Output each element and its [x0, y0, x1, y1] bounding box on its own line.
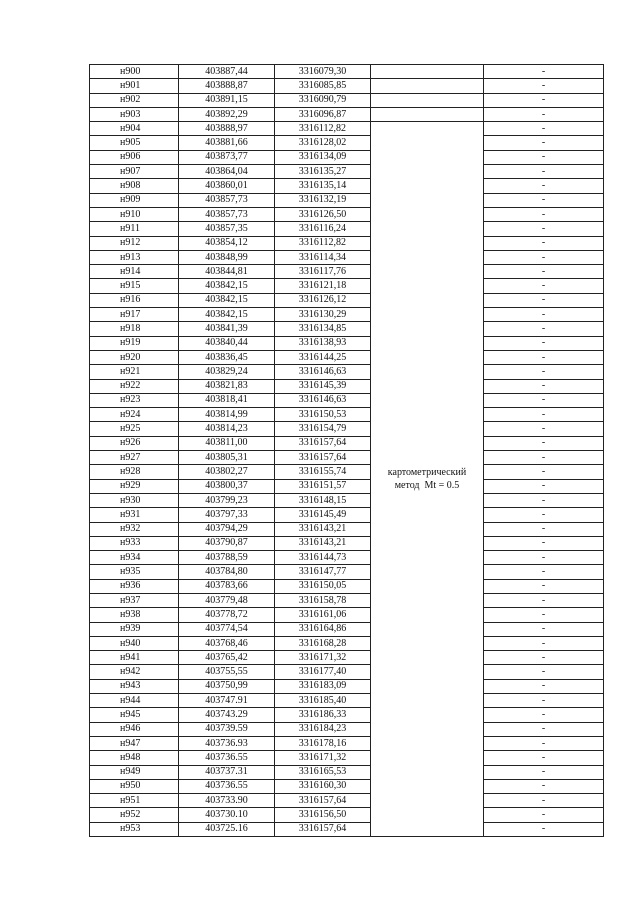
x-coordinate-cell: 403891,15: [179, 93, 275, 107]
y-coordinate-cell: 3316145,39: [275, 379, 371, 393]
y-coordinate-cell: 3316145,49: [275, 508, 371, 522]
table-row: [90, 308, 604, 322]
x-coordinate-cell: 403857,35: [179, 222, 275, 236]
x-coordinate-cell: 403779,48: [179, 593, 275, 607]
table-row: [90, 165, 604, 179]
x-coordinate-cell: 403737.31: [179, 765, 275, 779]
description-cell: -: [484, 679, 604, 693]
description-cell: -: [484, 508, 604, 522]
table-row: [90, 708, 604, 722]
x-coordinate-cell: 403794,29: [179, 522, 275, 536]
point-name-cell: н907: [90, 165, 179, 179]
description-cell: -: [484, 165, 604, 179]
description-cell: -: [484, 308, 604, 322]
point-name-cell: н928: [90, 465, 179, 479]
x-coordinate-cell: 403805,31: [179, 451, 275, 465]
y-coordinate-cell: 3316150,53: [275, 408, 371, 422]
x-coordinate-cell: 403873,77: [179, 150, 275, 164]
y-coordinate-cell: 3316157,64: [275, 451, 371, 465]
method-cell-empty: [371, 107, 484, 121]
y-coordinate-cell: 3316164,86: [275, 622, 371, 636]
point-name-cell: н944: [90, 694, 179, 708]
table-row: [90, 408, 604, 422]
method-note-cell: [371, 122, 484, 837]
x-coordinate-cell: 403736.55: [179, 779, 275, 793]
y-coordinate-cell: 3316150,05: [275, 579, 371, 593]
point-name-cell: н908: [90, 179, 179, 193]
x-coordinate-cell: 403811,00: [179, 436, 275, 450]
y-coordinate-cell: 3316126,50: [275, 207, 371, 221]
point-name-cell: н911: [90, 222, 179, 236]
coordinates-table-body: [90, 65, 604, 837]
x-coordinate-cell: 403844,81: [179, 265, 275, 279]
table-row: [90, 822, 604, 836]
x-coordinate-cell: 403725.16: [179, 822, 275, 836]
x-coordinate-cell: 403888,87: [179, 79, 275, 93]
y-coordinate-cell: 3316143,21: [275, 522, 371, 536]
y-coordinate-cell: 3316160,30: [275, 779, 371, 793]
y-coordinate-cell: 3316157,64: [275, 436, 371, 450]
x-coordinate-cell: 403829,24: [179, 365, 275, 379]
y-coordinate-cell: 3316143,21: [275, 536, 371, 550]
table-row: [90, 794, 604, 808]
y-coordinate-cell: 3316155,74: [275, 465, 371, 479]
y-coordinate-cell: 3316096,87: [275, 107, 371, 121]
description-cell: -: [484, 350, 604, 364]
table-row: [90, 751, 604, 765]
point-name-cell: н903: [90, 107, 179, 121]
table-row: [90, 765, 604, 779]
point-name-cell: н924: [90, 408, 179, 422]
table-row: [90, 493, 604, 507]
table-row: [90, 636, 604, 650]
point-name-cell: н921: [90, 365, 179, 379]
x-coordinate-cell: 403860,01: [179, 179, 275, 193]
y-coordinate-cell: 3316165,53: [275, 765, 371, 779]
x-coordinate-cell: 403818,41: [179, 393, 275, 407]
table-row: [90, 808, 604, 822]
description-cell: -: [484, 293, 604, 307]
x-coordinate-cell: 403778,72: [179, 608, 275, 622]
y-coordinate-cell: 3316138,93: [275, 336, 371, 350]
table-row: [90, 593, 604, 607]
description-cell: -: [484, 651, 604, 665]
y-coordinate-cell: 3316171,32: [275, 651, 371, 665]
y-coordinate-cell: 3316156,50: [275, 808, 371, 822]
x-coordinate-cell: 403747.91: [179, 694, 275, 708]
point-name-cell: н942: [90, 665, 179, 679]
x-coordinate-cell: 403888,97: [179, 122, 275, 136]
table-row: [90, 293, 604, 307]
point-name-cell: н937: [90, 593, 179, 607]
x-coordinate-cell: 403743.29: [179, 708, 275, 722]
point-name-cell: н920: [90, 350, 179, 364]
point-name-cell: н946: [90, 722, 179, 736]
x-coordinate-cell: 403864,04: [179, 165, 275, 179]
table-row: [90, 736, 604, 750]
description-cell: -: [484, 179, 604, 193]
x-coordinate-cell: 403733.90: [179, 794, 275, 808]
point-name-cell: н953: [90, 822, 179, 836]
y-coordinate-cell: 3316146,63: [275, 393, 371, 407]
x-coordinate-cell: 403881,66: [179, 136, 275, 150]
y-coordinate-cell: 3316134,85: [275, 322, 371, 336]
table-row: [90, 107, 604, 121]
point-name-cell: н910: [90, 207, 179, 221]
y-coordinate-cell: 3316148,15: [275, 493, 371, 507]
description-cell: -: [484, 493, 604, 507]
table-row: [90, 393, 604, 407]
x-coordinate-cell: 403836,45: [179, 350, 275, 364]
point-name-cell: н945: [90, 708, 179, 722]
y-coordinate-cell: 3316079,30: [275, 65, 371, 79]
point-name-cell: н938: [90, 608, 179, 622]
description-cell: -: [484, 722, 604, 736]
method-cell-empty: [371, 79, 484, 93]
y-coordinate-cell: 3316185,40: [275, 694, 371, 708]
y-coordinate-cell: 3316186,33: [275, 708, 371, 722]
x-coordinate-cell: 403892,29: [179, 107, 275, 121]
y-coordinate-cell: 3316116,24: [275, 222, 371, 236]
y-coordinate-cell: 3316135,14: [275, 179, 371, 193]
description-cell: -: [484, 122, 604, 136]
table-row: [90, 365, 604, 379]
x-coordinate-cell: 403842,15: [179, 279, 275, 293]
x-coordinate-cell: 403854,12: [179, 236, 275, 250]
y-coordinate-cell: 3316112,82: [275, 122, 371, 136]
point-name-cell: н941: [90, 651, 179, 665]
description-cell: -: [484, 765, 604, 779]
description-cell: -: [484, 608, 604, 622]
table-row: [90, 522, 604, 536]
description-cell: -: [484, 393, 604, 407]
point-name-cell: н901: [90, 79, 179, 93]
description-cell: -: [484, 222, 604, 236]
coordinates-table: [89, 64, 604, 837]
x-coordinate-cell: 403802,27: [179, 465, 275, 479]
point-name-cell: н926: [90, 436, 179, 450]
table-row: [90, 336, 604, 350]
table-row: [90, 93, 604, 107]
x-coordinate-cell: 403857,73: [179, 193, 275, 207]
x-coordinate-cell: 403768,46: [179, 636, 275, 650]
x-coordinate-cell: 403887,44: [179, 65, 275, 79]
table-row: [90, 322, 604, 336]
y-coordinate-cell: 3316146,63: [275, 365, 371, 379]
point-name-cell: н931: [90, 508, 179, 522]
x-coordinate-cell: 403790,87: [179, 536, 275, 550]
point-name-cell: н912: [90, 236, 179, 250]
point-name-cell: н951: [90, 794, 179, 808]
description-cell: -: [484, 479, 604, 493]
x-coordinate-cell: 403797,33: [179, 508, 275, 522]
table-row: [90, 150, 604, 164]
x-coordinate-cell: 403799,23: [179, 493, 275, 507]
y-coordinate-cell: 3316158,78: [275, 593, 371, 607]
point-name-cell: н918: [90, 322, 179, 336]
table-row: [90, 651, 604, 665]
x-coordinate-cell: 403784,80: [179, 565, 275, 579]
x-coordinate-cell: 403800,37: [179, 479, 275, 493]
y-coordinate-cell: 3316168,28: [275, 636, 371, 650]
x-coordinate-cell: 403774,54: [179, 622, 275, 636]
description-cell: -: [484, 207, 604, 221]
description-cell: -: [484, 465, 604, 479]
description-cell: -: [484, 622, 604, 636]
point-name-cell: н900: [90, 65, 179, 79]
table-row: [90, 250, 604, 264]
table-row: [90, 265, 604, 279]
description-cell: -: [484, 279, 604, 293]
description-cell: -: [484, 236, 604, 250]
table-row: [90, 222, 604, 236]
x-coordinate-cell: 403840,44: [179, 336, 275, 350]
description-cell: -: [484, 408, 604, 422]
description-cell: -: [484, 593, 604, 607]
table-row: [90, 508, 604, 522]
point-name-cell: н952: [90, 808, 179, 822]
point-name-cell: н915: [90, 279, 179, 293]
point-name-cell: н913: [90, 250, 179, 264]
description-cell: -: [484, 736, 604, 750]
description-cell: -: [484, 193, 604, 207]
y-coordinate-cell: 3316177,40: [275, 665, 371, 679]
point-name-cell: н905: [90, 136, 179, 150]
table-row: [90, 608, 604, 622]
table-row: [90, 279, 604, 293]
y-coordinate-cell: 3316135,27: [275, 165, 371, 179]
point-name-cell: н948: [90, 751, 179, 765]
x-coordinate-cell: 403736.93: [179, 736, 275, 750]
table-row: [90, 422, 604, 436]
y-coordinate-cell: 3316178,16: [275, 736, 371, 750]
x-coordinate-cell: 403783,66: [179, 579, 275, 593]
x-coordinate-cell: 403821,83: [179, 379, 275, 393]
method-note-line2: метод Mt = 0.5: [394, 480, 460, 492]
y-coordinate-cell: 3316147,77: [275, 565, 371, 579]
x-coordinate-cell: 403736.55: [179, 751, 275, 765]
point-name-cell: н923: [90, 393, 179, 407]
description-cell: -: [484, 708, 604, 722]
x-coordinate-cell: 403765,42: [179, 651, 275, 665]
table-row: [90, 236, 604, 250]
description-cell: -: [484, 79, 604, 93]
table-row: [90, 679, 604, 693]
table-row: [90, 122, 604, 136]
description-cell: -: [484, 808, 604, 822]
description-cell: -: [484, 822, 604, 836]
point-name-cell: н943: [90, 679, 179, 693]
y-coordinate-cell: 3316161,06: [275, 608, 371, 622]
point-name-cell: н933: [90, 536, 179, 550]
x-coordinate-cell: 403842,15: [179, 308, 275, 322]
point-name-cell: н949: [90, 765, 179, 779]
description-cell: -: [484, 322, 604, 336]
description-cell: -: [484, 65, 604, 79]
description-cell: -: [484, 451, 604, 465]
y-coordinate-cell: 3316085,85: [275, 79, 371, 93]
description-cell: -: [484, 551, 604, 565]
table-row: [90, 479, 604, 493]
point-name-cell: н930: [90, 493, 179, 507]
y-coordinate-cell: 3316157,64: [275, 794, 371, 808]
description-cell: -: [484, 665, 604, 679]
point-name-cell: н927: [90, 451, 179, 465]
point-name-cell: н904: [90, 122, 179, 136]
y-coordinate-cell: 3316126,12: [275, 293, 371, 307]
x-coordinate-cell: 403739.59: [179, 722, 275, 736]
table-row: [90, 722, 604, 736]
description-cell: -: [484, 136, 604, 150]
x-coordinate-cell: 403755,55: [179, 665, 275, 679]
y-coordinate-cell: 3316157,64: [275, 822, 371, 836]
point-name-cell: н902: [90, 93, 179, 107]
x-coordinate-cell: 403814,99: [179, 408, 275, 422]
table-row: [90, 79, 604, 93]
description-cell: -: [484, 536, 604, 550]
point-name-cell: н947: [90, 736, 179, 750]
description-cell: -: [484, 636, 604, 650]
y-coordinate-cell: 3316151,57: [275, 479, 371, 493]
table-row: [90, 536, 604, 550]
description-cell: -: [484, 93, 604, 107]
description-cell: -: [484, 779, 604, 793]
description-cell: -: [484, 250, 604, 264]
table-row: [90, 207, 604, 221]
y-coordinate-cell: 3316117,76: [275, 265, 371, 279]
description-cell: -: [484, 436, 604, 450]
x-coordinate-cell: 403750,99: [179, 679, 275, 693]
point-name-cell: н906: [90, 150, 179, 164]
description-cell: -: [484, 265, 604, 279]
description-cell: -: [484, 336, 604, 350]
point-name-cell: н914: [90, 265, 179, 279]
table-row: [90, 136, 604, 150]
x-coordinate-cell: 403814,23: [179, 422, 275, 436]
table-row: [90, 65, 604, 79]
y-coordinate-cell: 3316112,82: [275, 236, 371, 250]
table-row: [90, 779, 604, 793]
point-name-cell: н919: [90, 336, 179, 350]
table-row: [90, 379, 604, 393]
y-coordinate-cell: 3316171,32: [275, 751, 371, 765]
point-name-cell: н916: [90, 293, 179, 307]
point-name-cell: н939: [90, 622, 179, 636]
y-coordinate-cell: 3316130,29: [275, 308, 371, 322]
y-coordinate-cell: 3316154,79: [275, 422, 371, 436]
x-coordinate-cell: 403841,39: [179, 322, 275, 336]
point-name-cell: н929: [90, 479, 179, 493]
table-row: [90, 451, 604, 465]
table-row: [90, 622, 604, 636]
method-cell-empty: [371, 93, 484, 107]
description-cell: -: [484, 150, 604, 164]
point-name-cell: н932: [90, 522, 179, 536]
table-row: [90, 436, 604, 450]
description-cell: -: [484, 751, 604, 765]
table-row: [90, 551, 604, 565]
y-coordinate-cell: 3316134,09: [275, 150, 371, 164]
point-name-cell: н936: [90, 579, 179, 593]
description-cell: -: [484, 107, 604, 121]
x-coordinate-cell: 403730.10: [179, 808, 275, 822]
description-cell: -: [484, 379, 604, 393]
point-name-cell: н922: [90, 379, 179, 393]
method-cell-empty: [371, 65, 484, 79]
x-coordinate-cell: 403842,15: [179, 293, 275, 307]
y-coordinate-cell: 3316128,02: [275, 136, 371, 150]
description-cell: -: [484, 794, 604, 808]
description-cell: -: [484, 522, 604, 536]
y-coordinate-cell: 3316121,18: [275, 279, 371, 293]
point-name-cell: н909: [90, 193, 179, 207]
description-cell: -: [484, 422, 604, 436]
method-note-line1: картометрический: [387, 467, 467, 479]
table-row: [90, 579, 604, 593]
table-row: [90, 565, 604, 579]
table-row: [90, 179, 604, 193]
description-cell: -: [484, 365, 604, 379]
table-row: [90, 350, 604, 364]
point-name-cell: н950: [90, 779, 179, 793]
point-name-cell: н940: [90, 636, 179, 650]
y-coordinate-cell: 3316183,09: [275, 679, 371, 693]
y-coordinate-cell: 3316144,25: [275, 350, 371, 364]
table-row: [90, 465, 604, 479]
y-coordinate-cell: 3316090,79: [275, 93, 371, 107]
y-coordinate-cell: 3316144,73: [275, 551, 371, 565]
x-coordinate-cell: 403848,99: [179, 250, 275, 264]
y-coordinate-cell: 3316132,19: [275, 193, 371, 207]
table-row: [90, 694, 604, 708]
point-name-cell: н935: [90, 565, 179, 579]
description-cell: -: [484, 565, 604, 579]
x-coordinate-cell: 403788,59: [179, 551, 275, 565]
point-name-cell: н925: [90, 422, 179, 436]
table-row: [90, 193, 604, 207]
description-cell: -: [484, 694, 604, 708]
y-coordinate-cell: 3316184,23: [275, 722, 371, 736]
point-name-cell: н917: [90, 308, 179, 322]
y-coordinate-cell: 3316114,34: [275, 250, 371, 264]
point-name-cell: н934: [90, 551, 179, 565]
x-coordinate-cell: 403857,73: [179, 207, 275, 221]
table-row: [90, 665, 604, 679]
description-cell: -: [484, 579, 604, 593]
